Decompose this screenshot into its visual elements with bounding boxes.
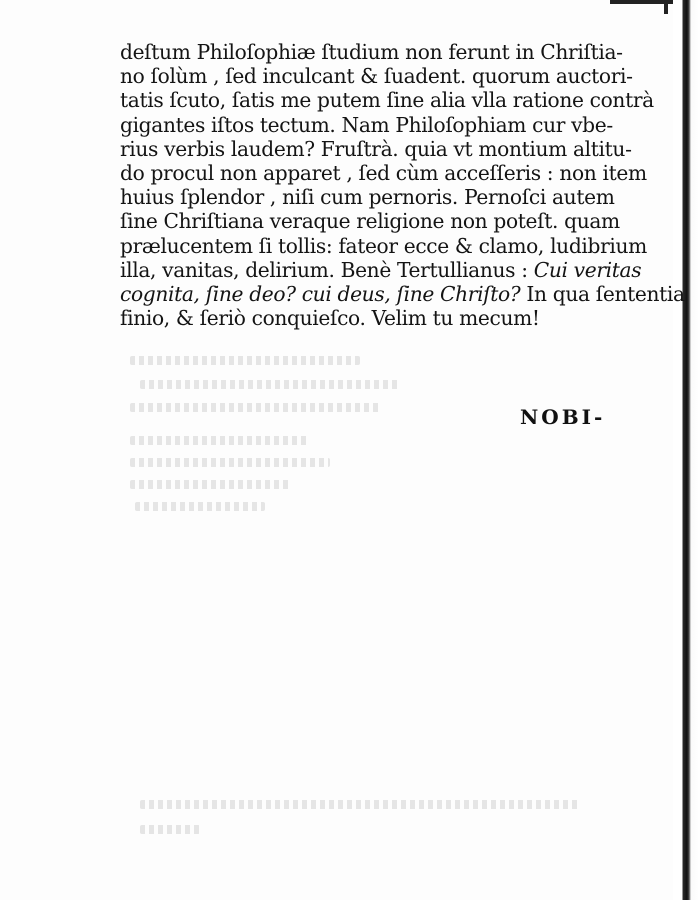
text-segment: prælucentem ſi tollis: fateor ecce & clamo, ludibrium <box>120 233 647 258</box>
text-line <box>120 40 623 64</box>
text-segment: rius verbis laudem? Fruſtrà. quia vt montium altitu- <box>120 136 632 161</box>
text-segment: huius ſplendor , niſi cum pernoris. Pernoſci autem <box>120 185 615 210</box>
text-segment: illa, vanitas, delirium. Benè Tertullianus : <box>120 257 534 282</box>
text-segment: do procul non apparet , ſed cùm acceſſeris : non item <box>120 160 647 185</box>
bleed-through-mark <box>130 480 290 489</box>
italic-segment: Cui veritas <box>533 257 642 282</box>
text-line <box>120 112 613 137</box>
text-segment: gigantes iſtos tectum. Nam Philoſophiam cur vbe- <box>120 112 613 137</box>
page-edge-top <box>610 0 680 4</box>
bleed-through-mark <box>140 380 400 389</box>
bleed-through-mark <box>130 403 380 412</box>
text-segment: ſine Chriſtiana veraque religione non poteſt. quam <box>120 209 620 234</box>
bleed-through-mark <box>130 436 310 445</box>
bleed-through-mark <box>130 458 330 467</box>
italic-segment: cognita, ſine deo? cui deus, ſine Chriſto? <box>120 281 521 306</box>
text-line <box>120 281 685 306</box>
bleed-through-mark <box>140 825 200 834</box>
bleed-through-mark <box>130 356 360 365</box>
text-line <box>120 306 610 330</box>
text-segment: finio, & ſeriò conquieſco. Velim tu mecum! <box>120 306 540 331</box>
text-line <box>120 257 642 282</box>
text-line <box>120 64 633 89</box>
text-segment: In qua ſententia <box>520 281 685 306</box>
text-line <box>120 88 654 113</box>
text-line <box>120 233 647 258</box>
text-line <box>120 185 615 210</box>
text-segment: no ſolùm , ſed inculcant & ſuadent. quorum auctori- <box>120 64 633 89</box>
text-segment: deſtum Philoſophiæ ſtudium non ferunt in Chriſtia- <box>120 40 623 64</box>
body-text <box>120 40 685 331</box>
binding-edge <box>673 0 699 900</box>
text-line <box>120 136 632 161</box>
text-line <box>120 160 647 185</box>
catchword: NOBI- <box>520 405 606 429</box>
text-segment: tatis ſcuto, ſatis me putem ſine alia vlla ratione contrà <box>120 88 654 113</box>
page-edge-mark <box>664 0 668 14</box>
bleed-through-mark <box>135 502 265 511</box>
bleed-through-mark <box>140 800 580 809</box>
text-line <box>120 209 620 234</box>
